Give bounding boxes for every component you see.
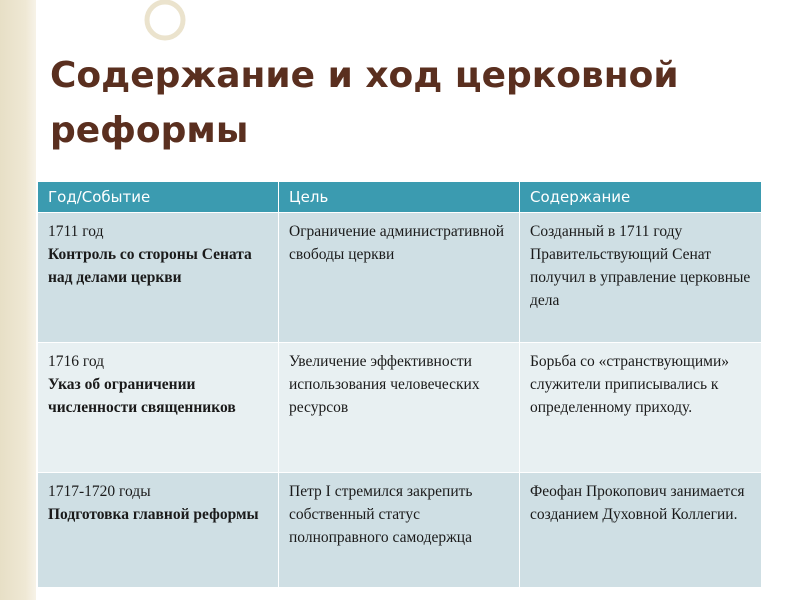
header-content: Содержание (520, 182, 762, 213)
table-row (38, 343, 762, 473)
reform-table (37, 181, 762, 588)
cell-year: 1711 год (48, 223, 104, 240)
cell-year-event (38, 213, 279, 343)
cell-year: 1717-1720 годы (48, 483, 151, 500)
cell-goal: Увеличение эффективности использования человеческих ресурсов (279, 343, 520, 473)
cell-event: Контроль со стороны Сената над делами церкви (48, 246, 252, 286)
cell-event: Указ об ограничении численности священников (48, 376, 236, 416)
cell-year: 1716 год (48, 353, 105, 370)
cell-year-event (38, 343, 279, 473)
cell-year-event (38, 473, 279, 588)
cell-content: Созданный в 1711 году Правительствующий Сенат получил в управление церковные дела (520, 213, 762, 343)
cell-goal: Петр I стремился закрепить собственный статус полноправного самодержца (279, 473, 520, 588)
slide-title: Содержание и ход церковной реформы (50, 55, 679, 151)
header-goal: Цель (279, 182, 520, 213)
header-year-event: Год/Событие (38, 182, 279, 213)
cell-event: Подготовка главной реформы (48, 506, 259, 523)
table-header-row (38, 182, 762, 213)
cell-goal: Ограничение административной свободы церкви (279, 213, 520, 343)
table-row (38, 213, 762, 343)
cell-content: Феофан Прокопович занимается созданием Духовной Коллегии. (520, 473, 762, 588)
cell-content: Борьба со «странствующими» служители приписывались к определенному приходу. (520, 343, 762, 473)
table-row (38, 473, 762, 588)
